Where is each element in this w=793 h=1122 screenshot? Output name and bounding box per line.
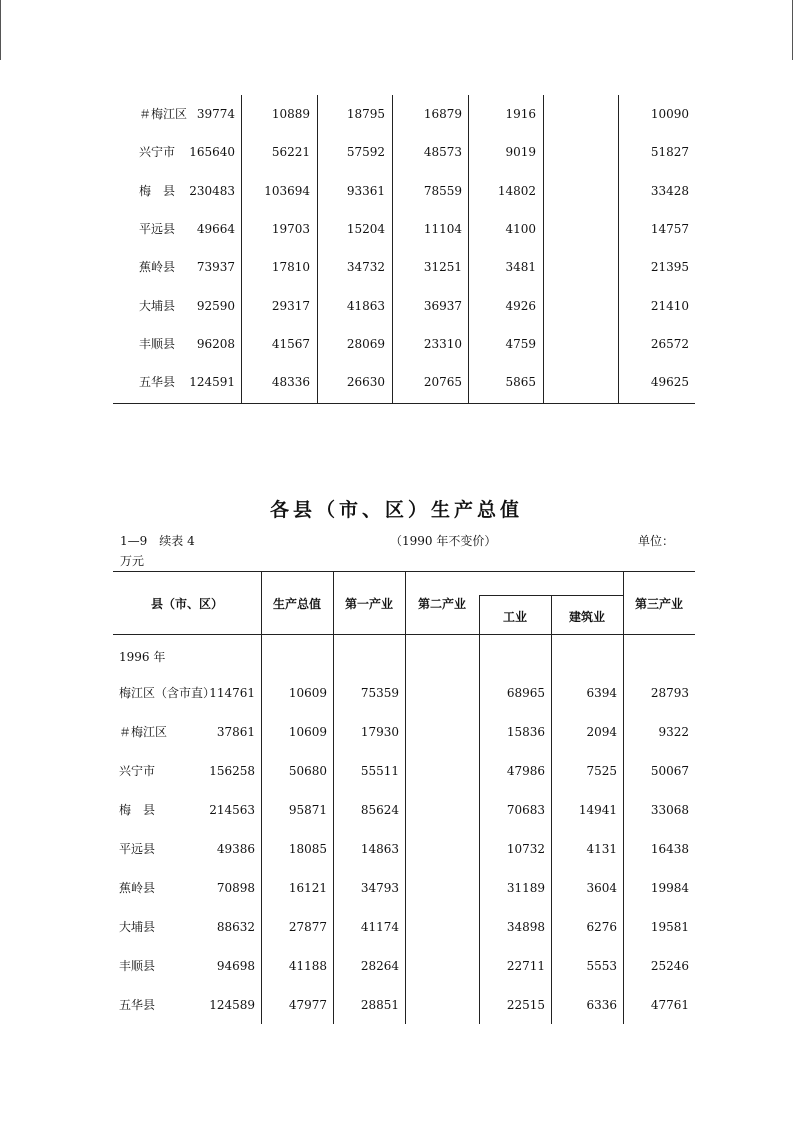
- value-cell: 10090: [650, 107, 689, 121]
- value-cell: 214563: [209, 803, 255, 817]
- county-name: 五华县: [119, 998, 156, 1012]
- value-cell: 124589: [209, 998, 255, 1012]
- value-cell: 4926: [505, 298, 536, 313]
- table-row: [113, 713, 695, 752]
- page-title: 各县（市、区）生产总值: [269, 499, 523, 521]
- page-edge-line: [0, 0, 1, 60]
- value-cell: 39774: [196, 107, 235, 121]
- value-cell: 17930: [360, 725, 399, 739]
- value-cell: 10732: [506, 842, 545, 856]
- table-row: [113, 133, 695, 171]
- table-row: [113, 947, 695, 986]
- value-cell: 78559: [423, 183, 462, 198]
- value-cell: 1916: [505, 107, 536, 121]
- unit-value: 万元: [120, 554, 145, 568]
- value-cell: 50067: [650, 764, 689, 778]
- value-cell: 33428: [650, 183, 689, 198]
- value-cell: 6336: [586, 998, 617, 1012]
- value-cell: 28851: [360, 998, 399, 1012]
- table-row: [113, 830, 695, 869]
- county-name: 兴宁市: [119, 764, 156, 778]
- header-primary: 第一产业: [344, 597, 393, 611]
- value-cell: 36937: [423, 298, 462, 313]
- value-cell: 103694: [264, 183, 310, 198]
- value-cell: 25246: [650, 959, 689, 973]
- value-cell: 3481: [505, 260, 536, 275]
- value-cell: 94698: [216, 959, 255, 973]
- value-cell: 165640: [189, 145, 235, 160]
- value-cell: 10609: [288, 725, 327, 739]
- value-cell: 114761: [209, 686, 255, 700]
- table-number: 1—9 续表 4: [120, 534, 195, 548]
- value-cell: 230483: [189, 183, 235, 198]
- county-name: 梅 县: [139, 183, 176, 198]
- value-cell: 156258: [209, 764, 255, 778]
- value-cell: 41567: [271, 336, 310, 351]
- value-cell: 47977: [288, 998, 327, 1012]
- county-name: 梅江区（含市直）: [119, 686, 216, 700]
- value-cell: 23310: [423, 336, 462, 351]
- table-row: [113, 908, 695, 947]
- year-label: 1996 年: [119, 650, 166, 664]
- value-cell: 50680: [288, 764, 327, 778]
- value-cell: 4131: [586, 842, 617, 856]
- value-cell: 47986: [506, 764, 545, 778]
- county-name: 丰顺县: [139, 336, 176, 351]
- value-cell: 28793: [650, 686, 689, 700]
- value-cell: 2094: [586, 725, 617, 739]
- value-cell: 92590: [196, 298, 235, 313]
- value-cell: 14863: [360, 842, 399, 856]
- value-cell: 28264: [360, 959, 399, 973]
- county-name: 平远县: [139, 221, 176, 236]
- value-cell: 15204: [346, 221, 385, 236]
- value-cell: 49386: [216, 842, 255, 856]
- value-cell: 75359: [360, 686, 399, 700]
- header-industry: 工业: [502, 610, 527, 624]
- table-row: [113, 95, 695, 133]
- value-cell: 20765: [423, 375, 462, 390]
- table-top-rule: [113, 571, 695, 572]
- value-cell: 4100: [505, 221, 536, 236]
- table-row: [113, 363, 695, 401]
- value-cell: 49664: [196, 221, 235, 236]
- value-cell: 10609: [288, 686, 327, 700]
- value-cell: 37861: [216, 725, 255, 739]
- table-row: [113, 325, 695, 363]
- header-county: 县（市、区）: [150, 597, 223, 611]
- value-cell: 41188: [288, 959, 327, 973]
- table-bottom-rule: [113, 403, 695, 404]
- value-cell: 49625: [650, 375, 689, 390]
- value-cell: 41863: [346, 298, 385, 313]
- price-basis: （1990 年不变价）: [390, 534, 497, 548]
- value-cell: 34793: [360, 881, 399, 895]
- county-name: 大埔县: [119, 920, 156, 934]
- value-cell: 34898: [506, 920, 545, 934]
- value-cell: 4759: [505, 336, 536, 351]
- table-row: [113, 674, 695, 713]
- value-cell: 18085: [288, 842, 327, 856]
- value-cell: 31189: [506, 881, 545, 895]
- value-cell: 22515: [506, 998, 545, 1012]
- value-cell: 5553: [586, 959, 617, 973]
- table-row: [113, 287, 695, 325]
- value-cell: 28069: [346, 336, 385, 351]
- value-cell: 34732: [346, 260, 385, 275]
- value-cell: 7525: [586, 764, 617, 778]
- value-cell: 16438: [650, 842, 689, 856]
- value-cell: 21395: [650, 260, 689, 275]
- unit-label: 单位：: [638, 534, 675, 548]
- value-cell: 21410: [650, 298, 689, 313]
- value-cell: 17810: [271, 260, 310, 275]
- value-cell: 27877: [288, 920, 327, 934]
- value-cell: 31251: [423, 260, 462, 275]
- value-cell: 14802: [497, 183, 536, 198]
- table-row: [113, 248, 695, 286]
- value-cell: 14757: [650, 221, 689, 236]
- county-name: 大埔县: [139, 298, 176, 313]
- county-name: ＃梅江区: [139, 107, 188, 121]
- value-cell: 16121: [288, 881, 327, 895]
- table-row: [113, 869, 695, 908]
- value-cell: 19984: [650, 881, 689, 895]
- header-secondary: 第二产业: [417, 597, 466, 611]
- value-cell: 18795: [346, 107, 385, 121]
- county-name: 丰顺县: [119, 959, 156, 973]
- value-cell: 124591: [189, 375, 235, 390]
- value-cell: 11104: [423, 221, 462, 236]
- header-tertiary: 第三产业: [634, 597, 683, 611]
- value-cell: 26572: [650, 336, 689, 351]
- value-cell: 33068: [650, 803, 689, 817]
- value-cell: 41174: [360, 920, 399, 934]
- value-cell: 9019: [505, 145, 536, 160]
- value-cell: 5865: [505, 375, 536, 390]
- header-gdp: 生产总值: [272, 597, 321, 611]
- value-cell: 15836: [506, 725, 545, 739]
- county-name: ＃梅江区: [119, 725, 168, 739]
- value-cell: 68965: [506, 686, 545, 700]
- table-row: [113, 172, 695, 210]
- value-cell: 95871: [288, 803, 327, 817]
- value-cell: 19703: [271, 221, 310, 236]
- table-row: [113, 986, 695, 1025]
- county-name: 梅 县: [119, 803, 156, 817]
- value-cell: 96208: [196, 336, 235, 351]
- header-construction: 建筑业: [568, 610, 605, 624]
- county-name: 五华县: [139, 375, 176, 390]
- county-name: 平远县: [119, 842, 156, 856]
- value-cell: 3604: [586, 881, 617, 895]
- table-row: [113, 210, 695, 248]
- value-cell: 85624: [360, 803, 399, 817]
- county-name: 兴宁市: [139, 145, 176, 160]
- bottom-table: [113, 571, 695, 1026]
- value-cell: 56221: [271, 145, 310, 160]
- value-cell: 47761: [650, 998, 689, 1012]
- value-cell: 48573: [423, 145, 462, 160]
- value-cell: 57592: [346, 145, 385, 160]
- value-cell: 48336: [271, 375, 310, 390]
- value-cell: 51827: [650, 145, 689, 160]
- value-cell: 29317: [271, 298, 310, 313]
- value-cell: 73937: [196, 260, 235, 275]
- value-cell: 6276: [586, 920, 617, 934]
- table-row: [113, 791, 695, 830]
- header-bottom-rule: [113, 634, 695, 635]
- value-cell: 19581: [650, 920, 689, 934]
- value-cell: 93361: [346, 183, 385, 198]
- county-name: 蕉岭县: [139, 260, 176, 275]
- value-cell: 16879: [423, 107, 462, 121]
- value-cell: 9322: [658, 725, 689, 739]
- county-name: 蕉岭县: [119, 881, 156, 895]
- value-cell: 22711: [506, 959, 545, 973]
- value-cell: 10889: [271, 107, 310, 121]
- value-cell: 55511: [360, 764, 399, 778]
- value-cell: 6394: [586, 686, 617, 700]
- value-cell: 26630: [346, 375, 385, 390]
- value-cell: 70898: [216, 881, 255, 895]
- value-cell: 70683: [506, 803, 545, 817]
- value-cell: 14941: [578, 803, 617, 817]
- table-row: [113, 752, 695, 791]
- value-cell: 88632: [216, 920, 255, 934]
